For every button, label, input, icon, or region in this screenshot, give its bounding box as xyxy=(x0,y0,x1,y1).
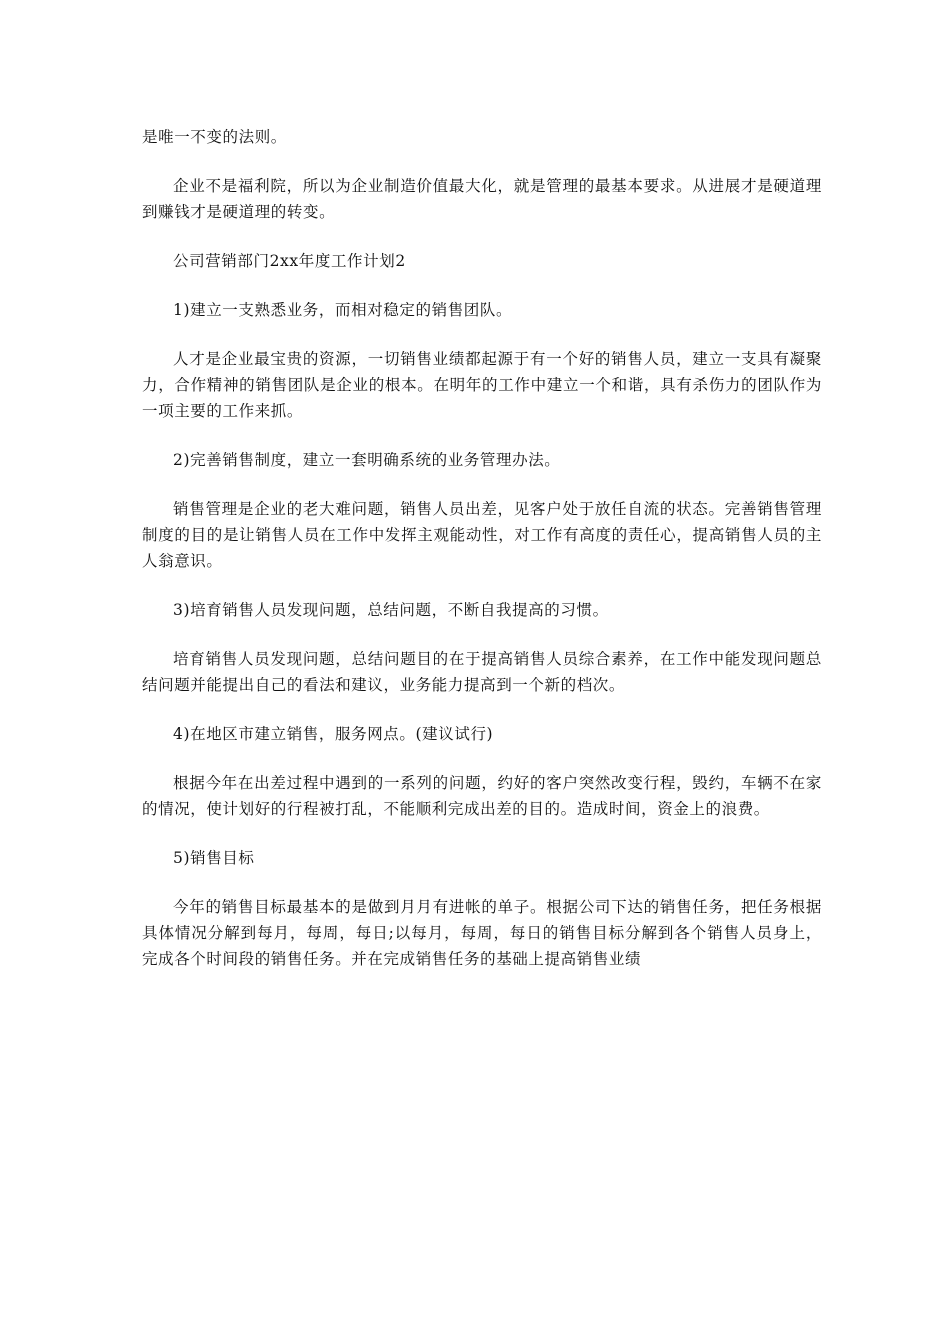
paragraph-body: 今年的销售目标最基本的是做到月月有进帐的单子。根据公司下达的销售任务，把任务根据具体情况分解到每月，每周，每日;以每月，每周，每日的销售目标分解到各个销售人员身上，完成各个时间段的销售任务。并在完成销售任务的基础上提高销售业绩 xyxy=(142,898,822,968)
paragraph-body: 销售管理是企业的老大难问题，销售人员出差，见客户处于放任自流的状态。完善销售管理制度的目的是让销售人员在工作中发挥主观能动性，对工作有高度的责任心，提高销售人员的主人翁意识。 xyxy=(142,500,822,570)
paragraph-body: 企业不是福利院，所以为企业制造价值最大化，就是管理的最基本要求。从进展才是硬道理到赚钱才是硬道理的转变。 xyxy=(142,177,822,221)
heading-item-2: 2)完善销售制度，建立一套明确系统的业务管理办法。 xyxy=(173,451,561,469)
paragraph-continuation: 是唯一不变的法则。 xyxy=(142,128,287,146)
section-title: 公司营销部门2xx年度工作计划2 xyxy=(173,252,406,270)
heading-item-1: 1)建立一支熟悉业务，而相对稳定的销售团队。 xyxy=(173,301,513,319)
paragraph-body: 人才是企业最宝贵的资源，一切销售业绩都起源于有一个好的销售人员，建立一支具有凝聚力，合作精神的销售团队是企业的根本。在明年的工作中建立一个和谐，具有杀伤力的团队作为一项主要的工作来抓。 xyxy=(142,350,822,420)
heading-item-4: 4)在地区市建立销售，服务网点。(建议试行) xyxy=(173,725,494,743)
document-page xyxy=(142,124,822,972)
heading-item-3: 3)培育销售人员发现问题，总结问题，不断自我提高的习惯。 xyxy=(173,601,609,619)
paragraph-body: 根据今年在出差过程中遇到的一系列的问题，约好的客户突然改变行程，毁约，车辆不在家的情况，使计划好的行程被打乱，不能顺利完成出差的目的。造成时间，资金上的浪费。 xyxy=(142,774,822,818)
heading-item-5: 5)销售目标 xyxy=(173,849,255,867)
paragraph-body: 培育销售人员发现问题，总结问题目的在于提高销售人员综合素养，在工作中能发现问题总结问题并能提出自己的看法和建议，业务能力提高到一个新的档次。 xyxy=(142,650,822,694)
